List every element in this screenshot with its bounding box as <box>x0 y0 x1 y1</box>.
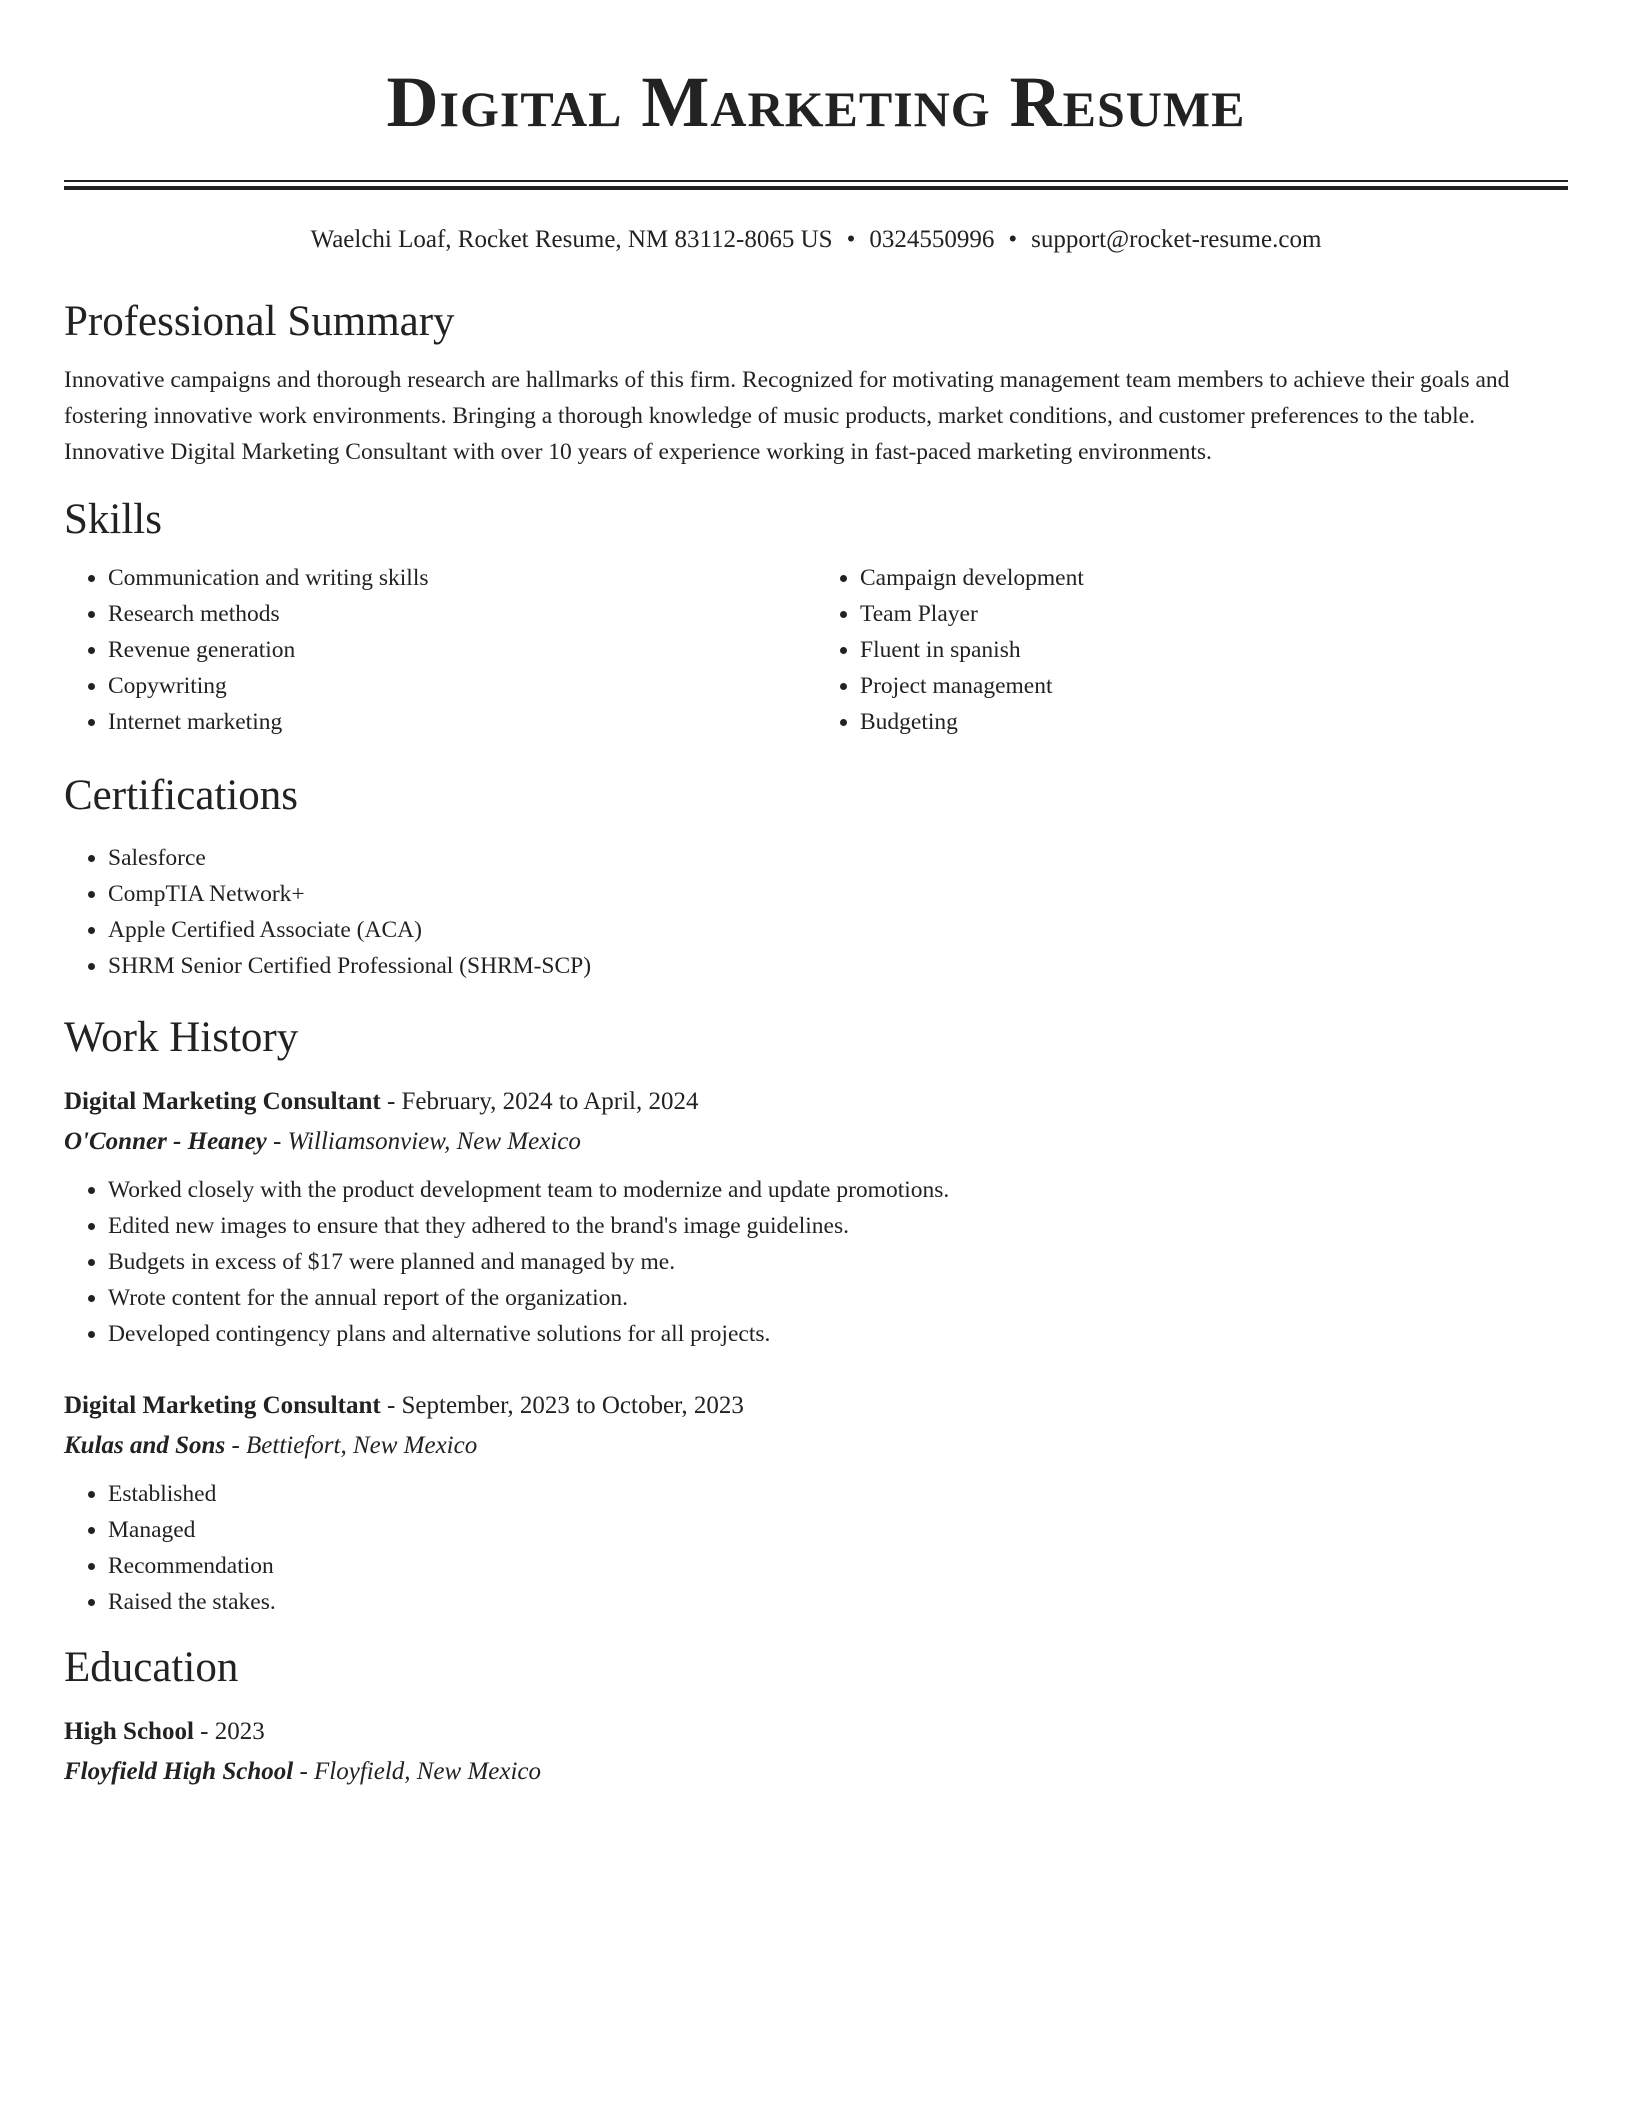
skill-item: • Revenue generation <box>108 632 816 668</box>
job-title-line <box>64 1386 1568 1426</box>
company-line <box>64 1426 1568 1466</box>
company-name: Kulas and Sons <box>64 1432 226 1459</box>
skill-item: • Communication and writing skills <box>108 560 816 596</box>
job-dates: - February, 2024 to April, 2024 <box>380 1088 699 1115</box>
resume-title: Digital Marketing Resume <box>386 62 1246 142</box>
skills-columns <box>64 560 1568 740</box>
job-bullet: • Managed <box>108 1512 1568 1548</box>
section-heading-skills: Skills <box>64 496 162 543</box>
contact-line <box>64 224 1568 256</box>
skill-item: • Internet marketing <box>108 704 816 740</box>
job-bullet: • Recommendation <box>108 1548 1568 1584</box>
school-name: Floyfield High School <box>64 1758 294 1785</box>
skills-section <box>64 494 1568 740</box>
job-entry <box>64 1082 1568 1352</box>
job-title-line <box>64 1082 1568 1122</box>
job-bullets <box>64 1476 1568 1620</box>
skill-item: • Campaign development <box>860 560 1568 596</box>
job-title: Digital Marketing Consultant <box>64 1088 381 1115</box>
job-bullet: • Wrote content for the annual report of the organization. <box>108 1280 1568 1316</box>
job-bullet: • Budgets in excess of $17 were planned and managed by me. <box>108 1244 1568 1280</box>
job-bullets <box>64 1172 1568 1352</box>
certification-item: • Salesforce <box>108 840 1568 876</box>
skill-item: • Budgeting <box>860 704 1568 740</box>
skill-item: • Research methods <box>108 596 816 632</box>
section-heading-education: Education <box>64 1644 239 1691</box>
section-heading-certifications: Certifications <box>64 772 299 819</box>
professional-summary-section <box>64 296 1568 470</box>
work-history-section <box>64 1012 1568 1620</box>
job-bullet: • Established <box>108 1476 1568 1512</box>
job-bullet: • Edited new images to ensure that they adhered to the brand's image guidelines. <box>108 1208 1568 1244</box>
contact-separator: • <box>846 226 856 253</box>
skill-item: • Copywriting <box>108 668 816 704</box>
education-section <box>64 1642 1568 1792</box>
degree-name: High School <box>64 1718 194 1745</box>
skills-list-right <box>816 560 1568 740</box>
job-bullet: • Worked closely with the product development team to modernize and update promotions. <box>108 1172 1568 1208</box>
job-dates: - September, 2023 to October, 2023 <box>380 1392 744 1419</box>
title-divider <box>64 180 1568 190</box>
company-location: - Bettiefort, New Mexico <box>225 1432 478 1459</box>
company-line <box>64 1122 1568 1162</box>
education-entry <box>64 1712 1568 1792</box>
school-location: - Floyfield, New Mexico <box>293 1758 542 1785</box>
contact-separator: • <box>1008 226 1018 253</box>
degree-line <box>64 1712 1568 1752</box>
job-entry <box>64 1386 1568 1620</box>
skills-list-left <box>64 560 816 740</box>
section-heading-summary: Professional Summary <box>64 298 455 345</box>
company-name: O'Conner - Heaney <box>64 1128 267 1155</box>
degree-year: - 2023 <box>193 1718 265 1745</box>
certifications-section <box>64 770 1568 984</box>
skill-item: • Fluent in spanish <box>860 632 1568 668</box>
contact-email: support@rocket-resume.com <box>1031 226 1322 253</box>
skill-item: • Team Player <box>860 596 1568 632</box>
certification-item: • Apple Certified Associate (ACA) <box>108 912 1568 948</box>
section-heading-work-history: Work History <box>64 1014 299 1061</box>
job-bullet: • Raised the stakes. <box>108 1584 1568 1620</box>
certification-item: • SHRM Senior Certified Professional (SHRM-SCP) <box>108 948 1568 984</box>
certification-item: • CompTIA Network+ <box>108 876 1568 912</box>
school-line <box>64 1752 1568 1792</box>
certifications-list <box>64 840 1568 984</box>
contact-phone: 0324550996 <box>869 226 995 253</box>
skill-item: • Project management <box>860 668 1568 704</box>
summary-text: Innovative campaigns and thorough research are hallmarks of this firm. Recognized for motivating management team members to achieve their goals and fostering innovative work environments. Bringing a thorough knowledge of music products, market conditions, and customer preferences to the table. Innovative Digital Marketing Consultant with over 10 years of experience working in fast-paced marketing environments. <box>64 367 1510 465</box>
company-location: - Williamsonview, New Mexico <box>266 1128 581 1155</box>
contact-address: Waelchi Loaf, Rocket Resume, NM 83112-8065 US <box>310 226 833 253</box>
job-title: Digital Marketing Consultant <box>64 1392 381 1419</box>
job-bullet: • Developed contingency plans and alternative solutions for all projects. <box>108 1316 1568 1352</box>
